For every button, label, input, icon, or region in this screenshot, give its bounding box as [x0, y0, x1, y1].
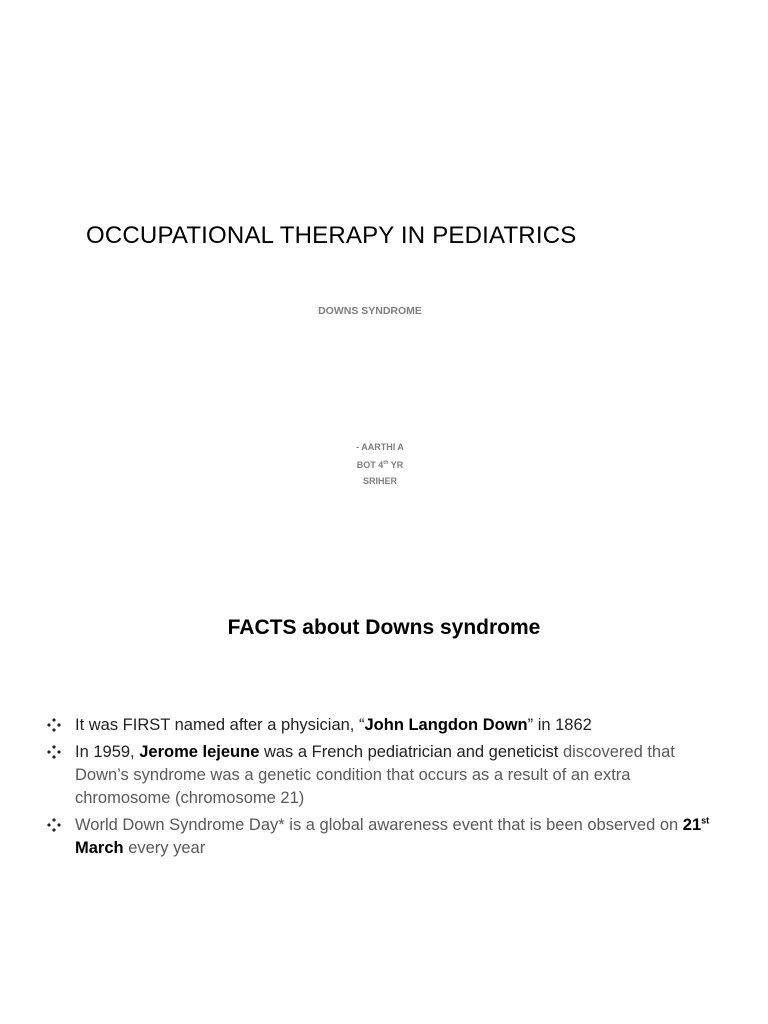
four-diamond-bullet-icon: [46, 744, 62, 760]
facts-list: [46, 714, 726, 864]
facts-heading: FACTS about Downs syndrome: [227, 616, 541, 639]
author-block: [330, 439, 430, 489]
four-diamond-bullet-icon: [46, 717, 62, 733]
bullet-text: In 1959, Jerome lejeune was a French pediatrician and geneticist discovered that Down’s syndrome was a genetic condition that occurs as a result of an extra chromosome (chromosome 21): [75, 743, 675, 807]
bullet-text: It was FIRST named after a physician, “John Langdon Down” in 1862: [75, 716, 592, 734]
facts-slide: [0, 576, 768, 1024]
list-item: [46, 714, 726, 737]
bullet-text: World Down Syndrome Day* is a global awareness event that is been observed on 21st March every year: [75, 815, 710, 857]
author-year: BOT 4th YR: [356, 460, 404, 470]
presentation-subtitle: DOWNS SYNDROME: [318, 305, 422, 317]
author-name: - AARTHI A: [356, 442, 404, 452]
list-item: [46, 814, 726, 860]
author-institution: SRIHER: [362, 476, 397, 486]
four-diamond-bullet-icon: [46, 817, 62, 833]
list-item: [46, 741, 726, 810]
presentation-title: OCCUPATIONAL THERAPY IN PEDIATRICS: [86, 222, 577, 249]
